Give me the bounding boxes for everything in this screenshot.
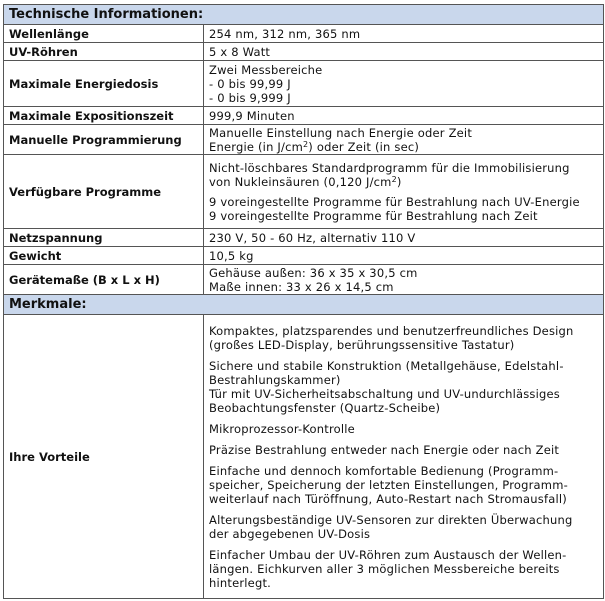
row-value-power: 230 V, 50 - 60 Hz, alternativ 110 V xyxy=(204,229,604,247)
advantage-item xyxy=(209,443,598,457)
table-row xyxy=(4,25,604,43)
advantage-line: weiterlauf nach Türöffnung, Auto-Restart nach Stromausfall) xyxy=(209,491,567,506)
value-line xyxy=(209,140,598,154)
section-header-row xyxy=(4,295,604,315)
table-row xyxy=(4,107,604,125)
table-row xyxy=(4,265,604,295)
advantage-line: Einfacher Umbau der UV-Röhren zum Austausch der Wellen- xyxy=(209,547,567,562)
section-title-features: Merkmale: xyxy=(4,295,604,315)
row-label-wavelength: Wellenlänge xyxy=(4,25,204,43)
advantage-item xyxy=(209,513,598,541)
table-row xyxy=(4,247,604,265)
advantage-line: (großes LED-Display, berührungssensitive Tastatur) xyxy=(209,337,515,352)
superscript: 2 xyxy=(391,174,397,184)
table-row xyxy=(4,125,604,155)
row-value-wavelength: 254 nm, 312 nm, 365 nm xyxy=(204,25,604,43)
row-value-tubes: 5 x 8 Watt xyxy=(204,43,604,61)
advantage-item xyxy=(209,359,598,415)
value-line: Gehäuse außen: 36 x 35 x 30,5 cm xyxy=(209,265,418,280)
value-line: 9 voreingestellte Programme für Bestrahlung nach Zeit xyxy=(209,208,538,223)
value-line: Maße innen: 33 x 26 x 14,5 cm xyxy=(209,279,394,294)
advantages-list xyxy=(204,315,604,599)
advantage-item xyxy=(209,548,598,590)
section-title-technical: Technische Informationen: xyxy=(4,5,604,25)
row-value-dimensions xyxy=(204,265,604,295)
value-line: Zwei Messbereiche xyxy=(209,62,323,77)
value-text: von Nukleinsäuren (0,120 J/cm xyxy=(209,174,392,189)
advantage-line: Mikroprozessor-Kontrolle xyxy=(209,421,355,436)
advantage-item xyxy=(209,324,598,352)
row-label-max-dose: Maximale Energiedosis xyxy=(4,61,204,107)
row-label-dimensions: Gerätemaße (B x L x H) xyxy=(4,265,204,295)
value-text: Energie (in J/cm xyxy=(209,139,303,154)
advantage-line: Bestrahlungskammer) xyxy=(209,372,341,387)
row-label-max-exposure: Maximale Expositionszeit xyxy=(4,107,204,125)
row-label-programs: Verfügbare Programme xyxy=(4,155,204,229)
advantage-line: speicher, Speicherung der letzten Einstellungen, Programm- xyxy=(209,477,568,492)
value-line: - 0 bis 99,99 J xyxy=(209,76,291,91)
row-label-manual-programming: Manuelle Programmierung xyxy=(4,125,204,155)
spacer xyxy=(209,415,598,422)
row-label-advantages: Ihre Vorteile xyxy=(4,315,204,599)
advantage-line: Tür mit UV-Sicherheitsabschaltung und UV-undurchlässiges xyxy=(209,386,560,401)
row-label-power: Netzspannung xyxy=(4,229,204,247)
advantage-line: Kompaktes, platzsparendes und benutzerfreundliches Design xyxy=(209,323,574,338)
value-text: ) xyxy=(396,174,402,189)
row-label-tubes: UV-Röhren xyxy=(4,43,204,61)
advantage-item xyxy=(209,464,598,506)
section-header-row xyxy=(4,5,604,25)
advantage-line: der abgegebenen UV-Dosis xyxy=(209,526,371,541)
spec-table xyxy=(3,4,604,599)
value-text: ) oder Zeit (in sec) xyxy=(308,139,420,154)
table-row xyxy=(4,315,604,599)
spacer xyxy=(209,457,598,464)
row-value-manual-programming xyxy=(204,125,604,155)
advantage-line: längen. Eichkurven aller 3 möglichen Messbereiche bereits xyxy=(209,561,560,576)
spacer xyxy=(209,436,598,443)
advantage-line: Einfache und dennoch komfortable Bedienung (Programm- xyxy=(209,463,559,478)
value-line: Nicht-löschbares Standardprogramm für die Immobilisierung xyxy=(209,160,570,175)
advantage-line: Alterungsbeständige UV-Sensoren zur direkten Überwachung xyxy=(209,512,573,527)
row-value-max-exposure: 999,9 Minuten xyxy=(204,107,604,125)
superscript: 2 xyxy=(303,139,309,149)
value-line xyxy=(209,175,598,189)
value-line: Manuelle Einstellung nach Energie oder Zeit xyxy=(209,125,473,140)
advantage-line: hinterlegt. xyxy=(209,575,272,590)
row-value-weight: 10,5 kg xyxy=(204,247,604,265)
table-row xyxy=(4,229,604,247)
row-label-weight: Gewicht xyxy=(4,247,204,265)
table-row xyxy=(4,155,604,229)
spacer xyxy=(209,506,598,513)
table-row xyxy=(4,43,604,61)
row-value-max-dose xyxy=(204,61,604,107)
spacer xyxy=(209,541,598,548)
table-row xyxy=(4,61,604,107)
spacer xyxy=(209,352,598,359)
advantage-line: Präzise Bestrahlung entweder nach Energie oder nach Zeit xyxy=(209,442,560,457)
advantage-line: Beobachtungsfenster (Quartz-Scheibe) xyxy=(209,400,441,415)
value-line: 9 voreingestellte Programme für Bestrahlung nach UV-Energie xyxy=(209,194,580,209)
advantages-container xyxy=(209,324,598,590)
advantage-line: Sichere und stabile Konstruktion (Metallgehäuse, Edelstahl- xyxy=(209,358,564,373)
value-line: - 0 bis 9,999 J xyxy=(209,90,291,105)
row-value-programs xyxy=(204,155,604,229)
advantage-item xyxy=(209,422,598,436)
